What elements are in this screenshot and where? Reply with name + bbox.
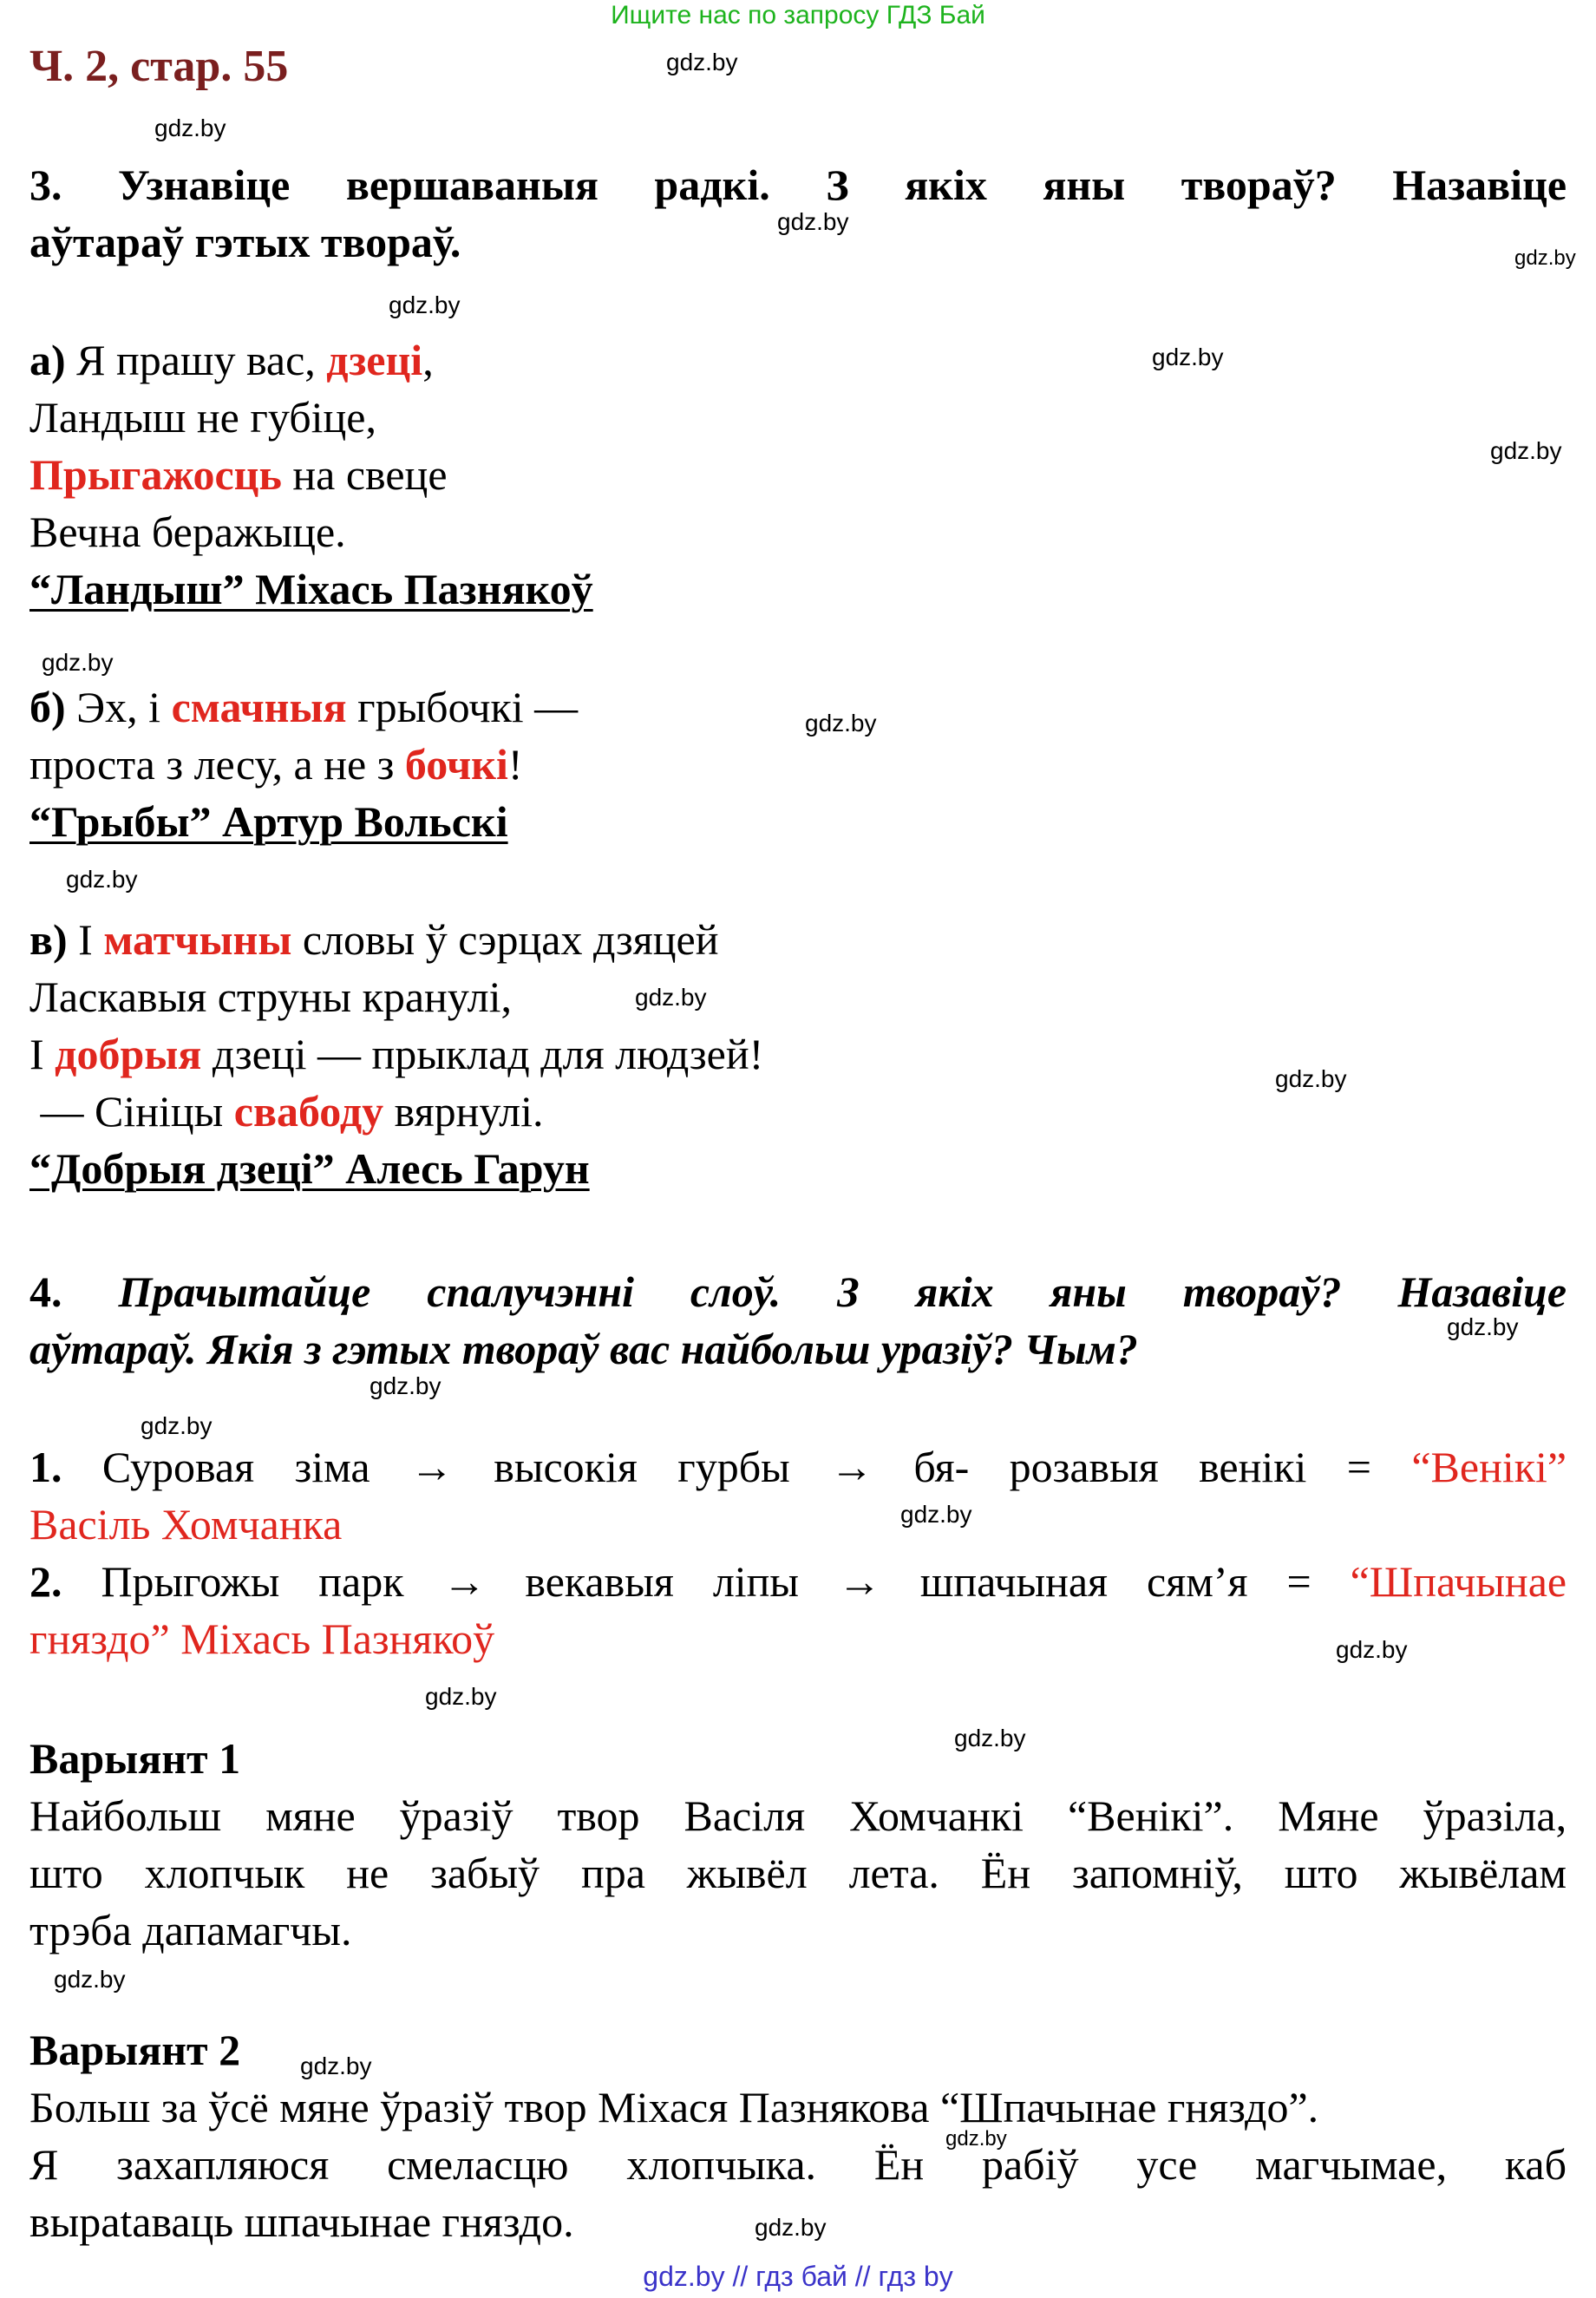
watermark: gdz.by xyxy=(755,2214,827,2241)
poem-a-line4: Вечна беражыце. xyxy=(29,507,346,556)
poem-b-line2: проста з лесу, а не з бочкі! xyxy=(29,740,523,789)
watermark: gdz.by xyxy=(389,291,461,318)
watermark: gdz.by xyxy=(777,208,849,235)
poem-a-line2: Ландыш не губіце, xyxy=(29,393,376,442)
watermark: gdz.by xyxy=(1275,1065,1347,1092)
watermark: gdz.by xyxy=(300,2052,372,2079)
watermark: gdz.by xyxy=(1447,1313,1519,1340)
watermark: gdz.by xyxy=(370,1372,442,1399)
variant1-line1: Найбольш мяне ўразіў твор Васіля Хомчанкі “Венікі”. Мяне ўразіла, xyxy=(29,1791,1567,1840)
watermark: gdz.by xyxy=(666,49,738,75)
item1-line2: Васіль Хомчанка xyxy=(29,1500,343,1548)
watermark: gdz.by xyxy=(1514,246,1576,270)
watermark: gdz.by xyxy=(141,1412,213,1439)
variant2-title: Варыянт 2 xyxy=(29,2026,241,2074)
watermark: gdz.by xyxy=(1152,344,1224,370)
variant2-line3: вырataваць шпачынае гняздо. xyxy=(29,2197,574,2246)
watermark: gdz.by xyxy=(154,115,226,141)
poem-a-line3: Прыгажосць на свеце xyxy=(29,450,448,499)
variant1-title: Варыянт 1 xyxy=(29,1734,241,1783)
poem-a-line1: а) Я прашу вас, дзеці, xyxy=(29,336,434,384)
poem-c-line3: І добрыя дзеці — прыклад для людзей! xyxy=(29,1030,764,1078)
poem-c-line2: Ласкавыя струны кранулі, xyxy=(29,972,512,1021)
variant1-line2: што хлопчык не забыў пра жывёл лета. Ён запомніў, што жывёлам xyxy=(29,1849,1567,1897)
task3-heading-line2: аўтараў гэтых твораў. xyxy=(29,218,461,266)
variant2-line2: Я захапляюся смеласцю хлопчыка. Ён рабіў усе магчымае, каб xyxy=(29,2140,1567,2189)
watermark: gdz.by xyxy=(1336,1636,1408,1663)
watermark: gdz.by xyxy=(945,2127,1007,2151)
watermark: gdz.by xyxy=(635,984,707,1011)
poem-c-line1: в) І матчыны словы ў сэрцах дзяцей xyxy=(29,915,719,964)
item1-line1: 1. Суровая зіма → высокія гурбы → бя- розавыя венікі = “Венікі” xyxy=(29,1443,1567,1491)
watermark: gdz.by xyxy=(425,1683,497,1710)
poem-b-source: “Грыбы” Артур Вольскі xyxy=(29,797,508,846)
task3-heading-line1: 3. Узнавіце вершаваныя радкі. З якіх яны твораў? Назавіце xyxy=(29,160,1567,209)
watermark: gdz.by xyxy=(805,710,877,737)
variant1-line3: трэба дапамагчы. xyxy=(29,1906,352,1954)
poem-c-line4: — Сініцы свабоду вярнулі. xyxy=(29,1087,544,1136)
page-title: Ч. 2, стар. 55 xyxy=(29,42,289,91)
variant2-line1: Больш за ўсё мяне ўразіў твор Міхася Пазнякова “Шпачынае гняздо”. xyxy=(29,2083,1319,2131)
item2-line2: гняздо” Міхась Пазнякоў xyxy=(29,1614,495,1663)
task4-heading-line2: аўтараў. Якія з гэтых твораў вас найбольш уразіў? Чым? xyxy=(29,1325,1138,1373)
poem-c-source: “Добрыя дзеці” Алесь Гарун xyxy=(29,1144,590,1193)
item2-line1: 2. Прыгожы парк → векавыя ліпы → шпачыная сям’я = “Шпачынае xyxy=(29,1557,1567,1606)
watermark: gdz.by xyxy=(1490,437,1562,464)
footer-links: gdz.by // гдз бай // гдз by xyxy=(643,2261,953,2292)
top-banner: Ищите нас по запросу ГДЗ Бай xyxy=(611,1,985,29)
watermark: gdz.by xyxy=(42,649,114,676)
watermark: gdz.by xyxy=(54,1966,126,1993)
poem-b-line1: б) Эх, і смачныя грыбочкі — xyxy=(29,683,579,731)
watermark: gdz.by xyxy=(66,866,138,893)
watermark: gdz.by xyxy=(900,1501,972,1528)
task4-heading-line1: 4. Прачытайце спалучэнні слоў. З якіх яны твораў? Назавіце xyxy=(29,1267,1567,1316)
poem-a-source: “Ландыш” Міхась Пазнякоў xyxy=(29,565,593,613)
watermark: gdz.by xyxy=(954,1725,1026,1751)
